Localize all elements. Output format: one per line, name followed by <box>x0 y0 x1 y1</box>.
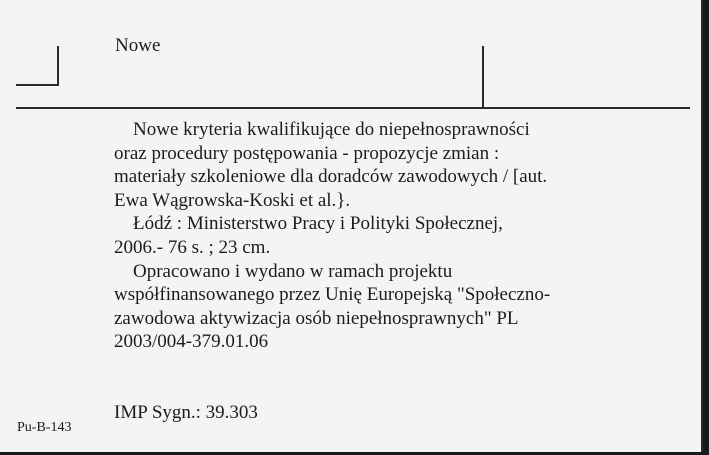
note-line: współfinansowanego przez Unię Europejską "Społeczno- <box>114 284 551 306</box>
bibliographic-description <box>114 118 674 354</box>
title-line: Nowe kryteria kwalifikujące do niepełnosprawności <box>133 119 530 140</box>
title-line: Ewa Wągrowska-Koski et al.}. <box>114 189 351 211</box>
title-line: oraz procedury postępowania - propozycje zmian : <box>114 142 500 164</box>
imprint-line: 2006.- 76 s. ; 23 cm. <box>114 236 271 258</box>
imprint-paragraph <box>114 212 674 259</box>
title-line: materiały szkoleniowe dla doradców zawodowych / [aut. <box>114 166 548 188</box>
vertical-rule <box>482 46 484 109</box>
call-number: IMP Sygn.: 39.303 <box>114 402 258 423</box>
imprint-line: Łódź : Ministerstwo Pracy i Polityki Społecznej, <box>133 213 503 235</box>
shelf-mark: Pu-B-143 <box>17 420 72 435</box>
horizontal-rule <box>16 107 690 109</box>
card-heading: Nowe <box>115 35 161 56</box>
corner-bracket-mark <box>16 46 59 86</box>
note-line: Opracowano i wydano w ramach projektu <box>133 260 453 282</box>
note-paragraph <box>114 260 674 354</box>
note-line: 2003/004-379.01.06 <box>114 331 269 353</box>
note-line: zawodowa aktywizacja osób niepełnosprawnych" PL <box>114 307 519 329</box>
title-paragraph <box>114 118 674 212</box>
